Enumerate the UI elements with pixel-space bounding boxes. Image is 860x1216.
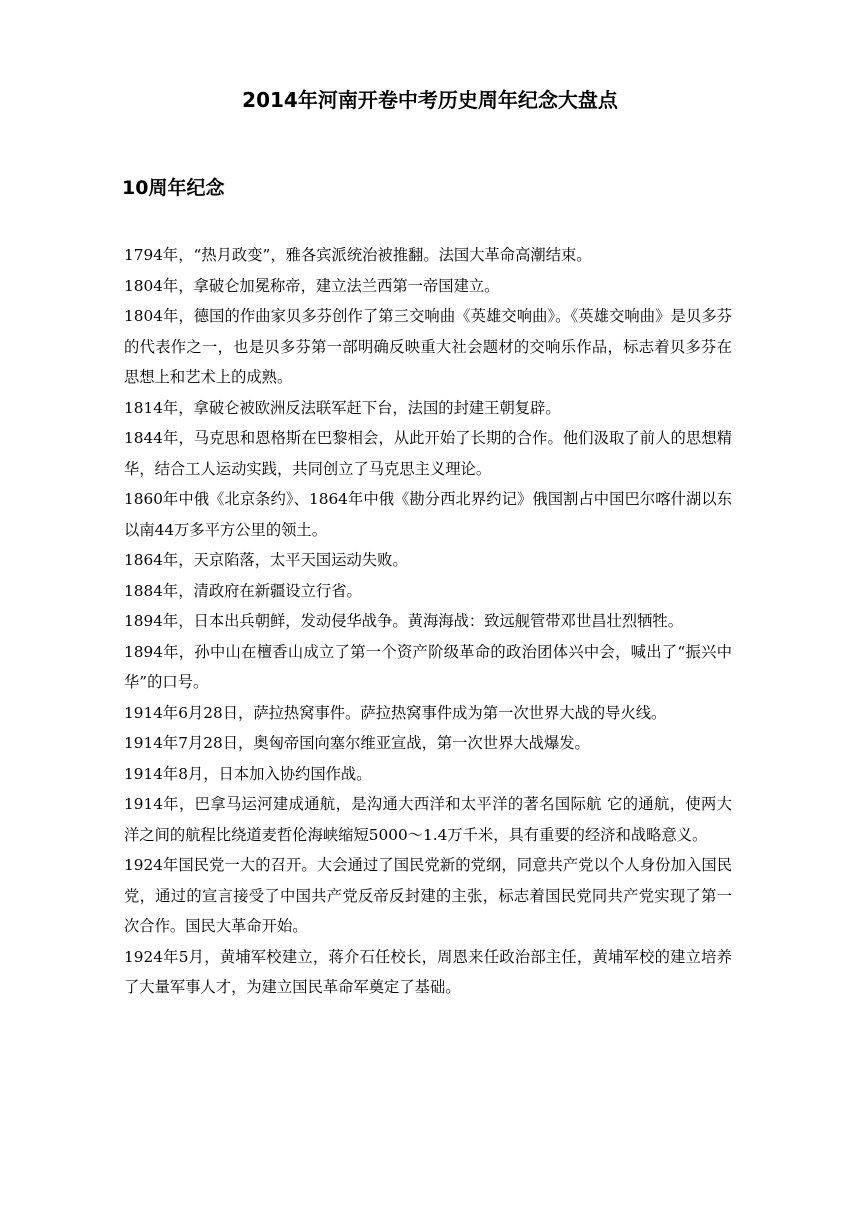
event-entry: 1864年，天京陷落，太平天国运动失败。 [124,551,408,569]
event-entry: 1914年7月28日，奥匈帝国向塞尔维亚宣战，第一次世界大战爆发。 [124,734,590,752]
event-entry: 1914年，巴拿马运河建成通航，是沟通大西洋和太平洋的著名国际航 它的通航，使两大洋之间的航程比绕道麦哲伦海峡缩短5000～1.4万千米，具有重要的经济和战略意义。 [124,795,732,844]
event-entry: 1894年，孙中山在檀香山成立了第一个资产阶级革命的政治团体兴中会，喊出了“振兴中华”的口号。 [124,642,732,691]
event-entry: 1804年，拿破仑加冕称帝，建立法兰西第一帝国建立。 [124,276,500,295]
event-entry: 1914年8月，日本加入协约国作战。 [124,764,372,783]
section-heading: 10周年纪念 [122,177,225,199]
event-entry: 1794年，“热月政变”，雅各宾派统治被推翻。法国大革命高潮结束。 [124,246,592,264]
event-entry: 1924年5月，黄埔军校建立，蒋介石任校长，周恩来任政治部主任，黄埔军校的建立培养了大量军事人才，为建立国民革命军奠定了基础。 [124,947,732,996]
event-entry: 1814年，拿破仑被欧洲反法联军赶下台，法国的封建王朝复辟。 [124,398,561,417]
event-entry: 1914年6月28日，萨拉热窝事件。萨拉热窝事件成为第一次世界大战的导火线。 [124,703,667,722]
event-entry: 1844年，马克思和恩格斯在巴黎相会，从此开始了长期的合作。他们汲取了前人的思想精华，结合工人运动实践，共同创立了马克思主义理论。 [124,429,732,478]
event-entry: 1860年中俄《北京条约》、1864年中俄《勘分西北界约记》俄国割占中国巴尔喀什湖以东以南44万多平方公里的领土。 [124,490,732,539]
event-entry: 1884年，清政府在新疆设立行省。 [124,581,362,600]
event-entry: 1924年国民党一大的召开。大会通过了国民党新的党纲，同意共产党以个人身份加入国民党，通过的宣言接受了中国共产党反帝反封建的主张，标志着国民党同共产党实现了第一次合作。国民大革命开始。 [124,856,732,935]
document-title: 2014年河南开卷中考历史周年纪念大盘点 [242,88,618,112]
event-entry: 1894年，日本出兵朝鲜，发动侵华战争。黄海海战：致远舰管带邓世昌壮烈牺牲。 [124,612,684,630]
event-list [124,240,732,1003]
event-entry: 1804年，德国的作曲家贝多芬创作了第三交响曲《英雄交响曲》。《英雄交响曲》是贝多芬的代表作之一，也是贝多芬第一部明确反映重大社会题材的交响乐作品，标志着贝多芬在思想上和艺术上的成熟。 [124,307,732,386]
